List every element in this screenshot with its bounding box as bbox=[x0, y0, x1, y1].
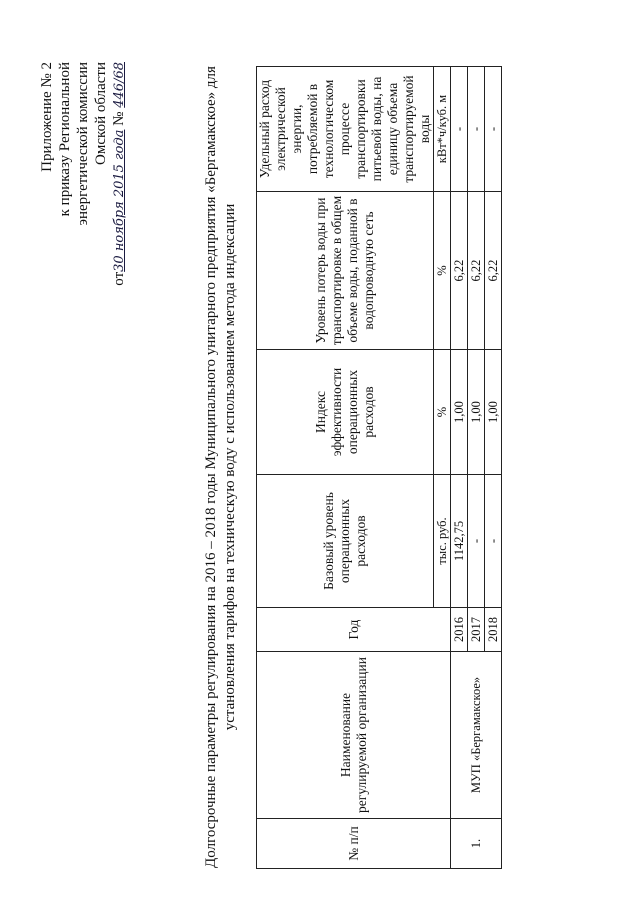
table-row bbox=[451, 67, 468, 869]
cell-electricity-use: - bbox=[485, 67, 502, 192]
unit-water-loss: % bbox=[434, 192, 451, 350]
cell-base-opex: 1142,75 bbox=[451, 475, 468, 608]
row-org-name: МУП «Бергамакское» bbox=[451, 652, 502, 819]
cell-efficiency-index: 1,00 bbox=[468, 350, 485, 475]
regulation-parameters-table bbox=[256, 66, 502, 869]
appendix-header bbox=[38, 62, 129, 422]
appendix-line: Омской области bbox=[93, 62, 109, 165]
unit-base-opex: тыс. руб. bbox=[434, 475, 451, 608]
cell-year: 2016 bbox=[451, 608, 468, 652]
unit-electricity-use: кВт*ч/куб. м bbox=[434, 67, 451, 192]
header-base-opex: Базовый уровень операционных расходов bbox=[257, 475, 434, 608]
header-efficiency-index: Индекс эффективности операционных расходов bbox=[257, 350, 434, 475]
header-num: № п/п bbox=[257, 819, 451, 869]
document-title bbox=[202, 57, 240, 877]
cell-electricity-use: - bbox=[451, 67, 468, 192]
header-year: Год bbox=[257, 608, 451, 652]
row-num: 1. bbox=[451, 819, 502, 869]
cell-efficiency-index: 1,00 bbox=[451, 350, 468, 475]
appendix-line: к приказу Региональной bbox=[57, 62, 73, 217]
cell-electricity-use: - bbox=[468, 67, 485, 192]
cell-water-loss: 6,22 bbox=[451, 192, 468, 350]
cell-water-loss: 6,22 bbox=[485, 192, 502, 350]
order-number-handwritten: 446/68 bbox=[112, 62, 127, 108]
order-number-label: № bbox=[111, 111, 127, 126]
cell-efficiency-index: 1,00 bbox=[485, 350, 502, 475]
cell-base-opex: - bbox=[468, 475, 485, 608]
order-prefix: от bbox=[111, 271, 127, 286]
unit-efficiency-index: % bbox=[434, 350, 451, 475]
appendix-line: Приложение № 2 bbox=[39, 62, 55, 172]
header-water-loss: Уровень потерь воды при транспортировке в общем объеме воды, поданной в водопроводную сеть bbox=[257, 192, 434, 350]
document-title-line: Долгосрочные параметры регулирования на 2016 – 2018 годы Муниципального унитарного предприятия «Бергамакское» для bbox=[203, 66, 219, 868]
document-title-line: установления тарифов на техническую воду с использованием метода индексации bbox=[222, 203, 238, 731]
header-org: Наименование регулируемой организации bbox=[257, 652, 451, 819]
table-header-row bbox=[257, 67, 434, 869]
cell-base-opex: - bbox=[485, 475, 502, 608]
cell-year: 2018 bbox=[485, 608, 502, 652]
header-electricity-use: Удельный расход электрической энергии, потребляемой в технологическом процессе транспортировки питьевой воды, на единицу объема транспортируемой воды bbox=[257, 67, 434, 192]
cell-year: 2017 bbox=[468, 608, 485, 652]
order-date-handwritten: 30 ноября 2015 года bbox=[112, 129, 127, 272]
cell-water-loss: 6,22 bbox=[468, 192, 485, 350]
appendix-line: энергетической комиссии bbox=[75, 62, 91, 226]
order-date-line bbox=[110, 62, 129, 422]
